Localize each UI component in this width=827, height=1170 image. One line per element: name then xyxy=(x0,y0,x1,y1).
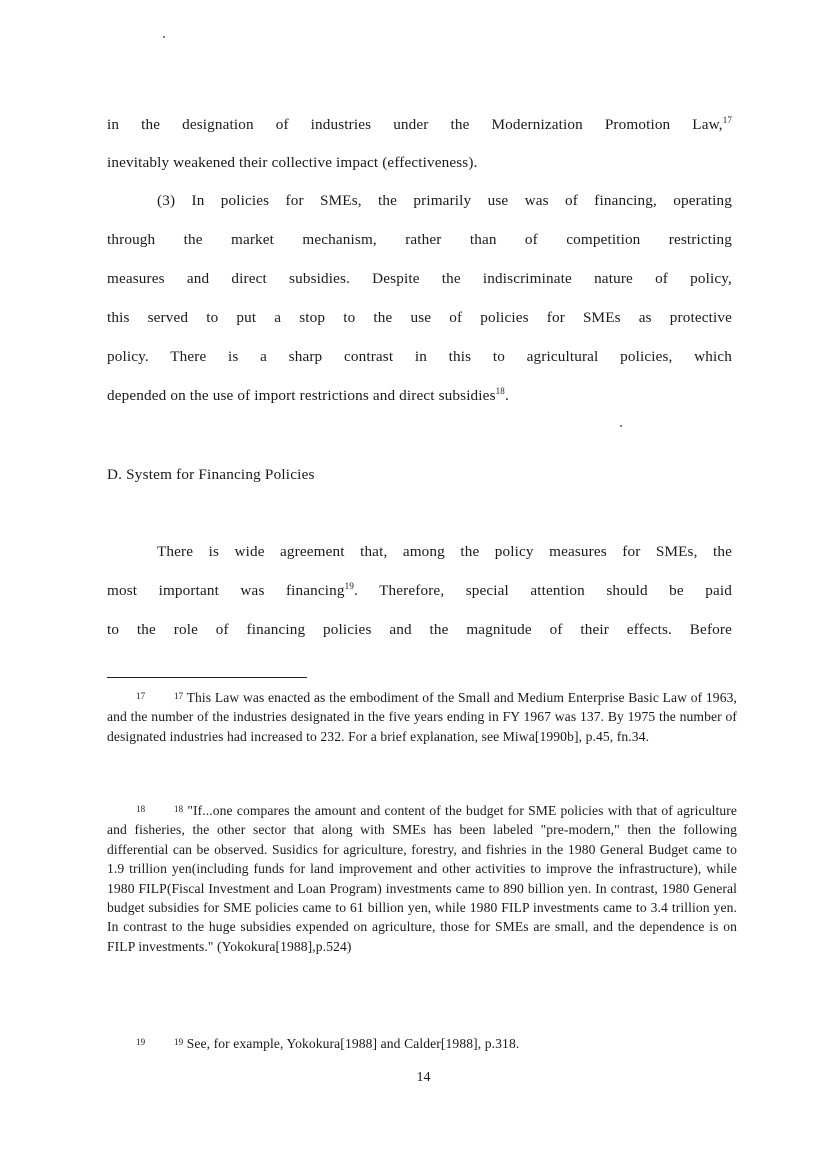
footnote-mark: 18 xyxy=(174,804,184,814)
footnote-text: See, for example, Yokokura[1988] and Calder[1988], p.318. xyxy=(183,1036,520,1051)
body-line: inevitably weakened their collective impact (effectiveness). xyxy=(107,154,478,171)
footnote-ref: 17 xyxy=(722,115,732,125)
footnote-mark: 19 xyxy=(136,1037,146,1047)
body-line: through the market mechanism, rather than of competition restricting xyxy=(107,231,732,248)
body-line: measures and direct subsidies. Despite the indiscriminate nature of policy, xyxy=(107,270,732,287)
page-number: 14 xyxy=(416,1070,431,1085)
section-heading: D. System for Financing Policies xyxy=(107,466,315,483)
body-line: to the role of financing policies and the magnitude of their effects. Before xyxy=(107,621,732,638)
footnote-ref: 19 xyxy=(344,581,354,591)
footnote-text: This Law was enacted as the embodiment of the Small and Medium Enterprise Basic Law of 1963, and the number of the industries designated in the five years ending in FY 1967 was 137. By 1975 the number of designated industries had increased to 232. For a brief explanation, see Miwa[1990b], p.45, fn.34. xyxy=(107,690,737,744)
footnote xyxy=(107,687,737,746)
footnote-separator xyxy=(107,677,307,678)
body-line xyxy=(107,387,732,405)
body-text: in the designation of industries under the Modernization Promotion Law, xyxy=(107,116,723,133)
footnote-mark: 17 xyxy=(174,691,184,701)
body-text: most important was financing xyxy=(107,582,345,599)
body-line: this served to put a stop to the use of policies for SMEs as protective xyxy=(107,309,732,326)
footnote xyxy=(107,800,737,956)
body-line: policy. There is a sharp contrast in this to agricultural policies, which xyxy=(107,348,732,365)
body-text: depended on the use of import restrictions and direct subsidies xyxy=(107,387,496,404)
footnote-mark: 19 xyxy=(174,1037,184,1047)
body-line: There is wide agreement that, among the policy measures for SMEs, the xyxy=(157,543,732,560)
body-text: . Therefore, special attention should be paid xyxy=(353,582,733,599)
footnote-mark: 18 xyxy=(136,804,146,814)
footnote-text: "If...one compares the amount and content of the budget for SME policies with that of agriculture and fisheries, the other sector that along with SMEs has been labeled "pre-modern," then the following differential can be observed. Susidics for agriculture, forestry, and fishries in the 1980 General Budget came to 1.9 trillion yen(including funds for land improvement and other activities to improve the infrastructure), while 1980 FILP(Fiscal Investment and Loan Program) investments came to 890 billion yen. In contrast, 1980 General budget subsidies for SME policies came to 61 billion yen, while 1980 FILP investments came to 3.4 trillion yen. In contrast to the huge subsidies expended on agriculture, those for SMEs are small, and the dependence is on FILP investments." (Yokokura[1988],p.524) xyxy=(107,803,737,954)
body-line xyxy=(107,582,732,600)
scan-speck xyxy=(163,36,165,38)
footnote xyxy=(107,1033,737,1053)
body-line xyxy=(107,116,732,134)
body-text: . xyxy=(504,387,509,404)
body-line: (3) In policies for SMEs, the primarily use was of financing, operating xyxy=(157,192,732,209)
footnote-ref: 18 xyxy=(495,386,505,396)
footnote-mark: 17 xyxy=(136,691,146,701)
scan-speck xyxy=(620,425,622,427)
